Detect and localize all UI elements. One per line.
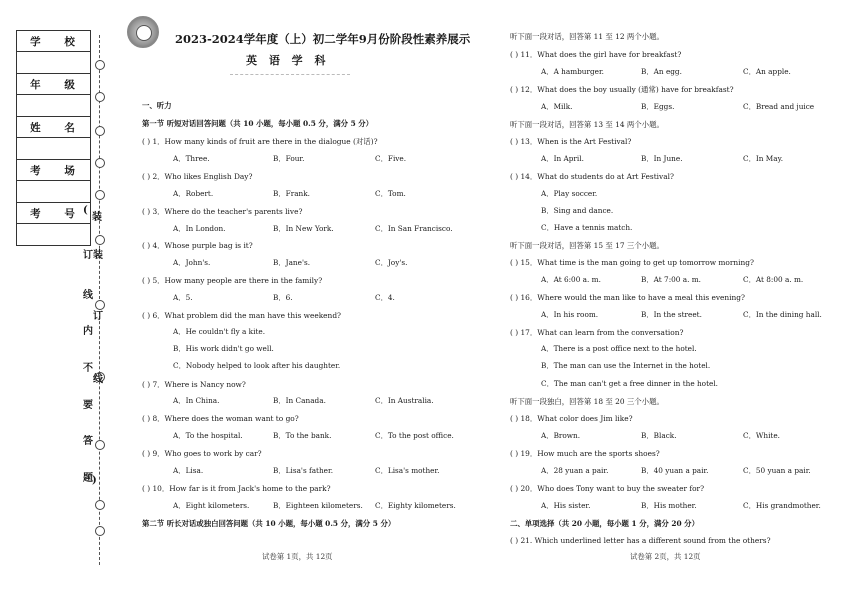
instruction: 听下面一段对话，回答第 11 至 12 两个小题。 [510,32,664,41]
option: B．Four. [273,154,305,163]
question: ( ) 10．How far is it from Jack's home to the park? [142,484,331,493]
option: C．Tom. [375,189,406,198]
question: ( ) 9．Who goes to work by car? [142,449,262,458]
option: C．In San Francisco. [375,224,453,233]
option: C．In Australia. [375,396,434,405]
binding-char: ) [92,475,97,486]
question: ( ) 21. Which underlined letter has a different sound from the others? [510,536,771,545]
question: ( ) 2．Who likes English Day? [142,172,253,181]
option: B．Eggs. [641,102,675,111]
instruction: 听下面一段对话，回答第 13 至 14 两个小题。 [510,120,664,129]
part-heading: 二、单项选择（共 20 小题，每小题 1 分，满分 20 分） [510,519,699,528]
binding-hole [95,440,105,450]
option: C．Bread and juice [743,102,815,111]
option: A．His sister. [541,501,591,510]
binding-char: 装 [93,250,103,261]
option: C．Have a tennis match. [541,223,633,232]
option: C．White. [743,431,780,440]
option: A．Lisa. [173,466,204,475]
option: C．Five. [375,154,407,163]
option: C．Joy's. [375,258,408,267]
option: A．5. [173,293,193,302]
instruction: 听下面一段对话，回答第 15 至 17 三个小题。 [510,241,664,250]
field-grade: 年 级 [17,74,90,95]
option: A．To the hospital. [173,431,243,440]
field-grade-blank[interactable] [17,95,90,117]
option: A．Milk. [541,102,573,111]
school-logo [127,16,159,48]
option: B．His mother. [641,501,697,510]
option: B．His work didn't go well. [173,344,274,353]
option: B．Lisa's father. [273,466,334,475]
binding-hole [95,126,105,136]
option: A．At 6:00 a. m. [541,275,601,284]
binding-char: 内 [83,326,93,337]
section-heading: 第二节 听长对话或独白回答问题（共 10 小题，每小题 0.5 分，满分 5 分） [142,519,396,528]
option: A．28 yuan a pair. [541,466,609,475]
student-info-table [16,30,91,246]
option: A．In London. [173,224,226,233]
option: C．Nobody helped to look after his daughter. [173,361,341,370]
question: ( ) 12．What does the boy usually (通常) have for breakfast? [510,85,734,94]
option: B．In the street. [641,310,702,319]
option: B．The man can use the Internet in the hotel. [541,361,711,370]
option: A．Three. [173,154,210,163]
option: B．Frank. [273,189,311,198]
option: C．An apple. [743,67,791,76]
binding-char: 订 [83,250,93,261]
page-footer: 试卷第 2页，共 12页 [630,552,701,561]
option: C．50 yuan a pair. [743,466,811,475]
option: B．An egg. [641,67,682,76]
binding-char: 要 [83,400,93,411]
exam-subject: 英 语 学 科 [246,54,330,67]
option: A．Brown. [541,431,581,440]
question: ( ) 5．How many people are there in the family? [142,276,323,285]
binding-char: 订 [93,311,103,322]
question: ( ) 16．Where would the man like to have a meal this evening? [510,293,745,302]
binding-char: 题 [83,473,93,484]
binding-char: 答 [83,436,93,447]
option: A．In China. [173,396,220,405]
binding-hole [95,526,105,536]
option: B．At 7:00 a. m. [641,275,701,284]
binding-hole [95,235,105,245]
option: B．In New York. [273,224,334,233]
question: ( ) 19．How much are the sports shoes? [510,449,660,458]
option: A．Eight kilometers. [173,501,250,510]
question: ( ) 14．What do students do at Art Festival? [510,172,674,181]
binding-hole [95,60,105,70]
question: ( ) 1．How many kinds of fruit are there in the dialogue (对话)? [142,137,378,146]
field-exam-room: 考 场 [17,160,90,181]
option: A．In April. [541,154,584,163]
option: C．In May. [743,154,784,163]
binding-hole [95,190,105,200]
part-heading: 一、听力 [142,101,172,110]
question: ( ) 4．Whose purple bag is it? [142,241,253,250]
field-name-blank[interactable] [17,138,90,160]
field-exam-room-blank[interactable] [17,181,90,203]
question: ( ) 13．When is the Art Festival? [510,137,632,146]
instruction: 听下面一段独白，回答第 18 至 20 三个小题。 [510,397,664,406]
binding-hole [95,92,105,102]
divider [230,74,350,75]
option: C．4. [375,293,395,302]
option: A．There is a post office next to the hotel. [541,344,697,353]
question: ( ) 11．What does the girl have for breakfast? [510,50,682,59]
option: B．Black. [641,431,677,440]
binding-hole [95,158,105,168]
binding-char: 装 [92,212,102,223]
option: A．A hamburger. [541,67,604,76]
option: A．Robert. [173,189,214,198]
question: ( ) 6．What problem did the man have this weekend? [142,311,342,320]
option: A．Play soccer. [541,189,598,198]
option: A．John's. [173,258,211,267]
question: ( ) 3．Where do the teacher's parents live? [142,207,303,216]
binding-char: ( [83,205,88,216]
field-exam-number: 考 号 [17,203,90,224]
option: C．Lisa's mother. [375,466,440,475]
field-school: 学 校 [17,31,90,52]
section-heading: 第一节 听短对话回答问题（共 10 小题，每小题 0.5 分，满分 5 分） [142,119,374,128]
field-school-blank[interactable] [17,52,90,74]
option: B．In Canada. [273,396,326,405]
option: C．The man can't get a free dinner in the hotel. [541,379,718,388]
option: B．Jane's. [273,258,311,267]
option: B．To the bank. [273,431,332,440]
question: ( ) 7．Where is Nancy now? [142,380,246,389]
field-exam-number-blank[interactable] [17,224,90,245]
binding-char: 不 [83,363,93,374]
option: C．At 8:00 a. m. [743,275,804,284]
option: C．His grandmother. [743,501,821,510]
question: ( ) 15．What time is the man going to get up tomorrow morning? [510,258,754,267]
question: ( ) 20．Who does Tony want to buy the sweater for? [510,484,705,493]
option: C．In the dining hall. [743,310,822,319]
exam-title: 2023-2024学年度（上）初二学年9月份阶段性素养展示 [175,32,471,46]
option: B．Eighteen kilometers. [273,501,363,510]
option: B．In June. [641,154,683,163]
page-footer: 试卷第 1页，共 12页 [262,552,333,561]
question: ( ) 17．What can learn from the conversation? [510,328,684,337]
option: B．6. [273,293,293,302]
question: ( ) 8．Where does the woman want to go? [142,414,299,423]
option: A．He couldn't fly a kite. [173,327,266,336]
field-name: 姓 名 [17,117,90,138]
binding-char: 线 [83,290,93,301]
option: C．Eighty kilometers. [375,501,456,510]
question: ( ) 18．What color does Jim like? [510,414,633,423]
binding-hole [95,500,105,510]
binding-char: 线 [93,374,103,385]
option: A．In his room. [541,310,599,319]
option: B．40 yuan a pair. [641,466,709,475]
option: B．Sing and dance. [541,206,614,215]
option: C．To the post office. [375,431,454,440]
